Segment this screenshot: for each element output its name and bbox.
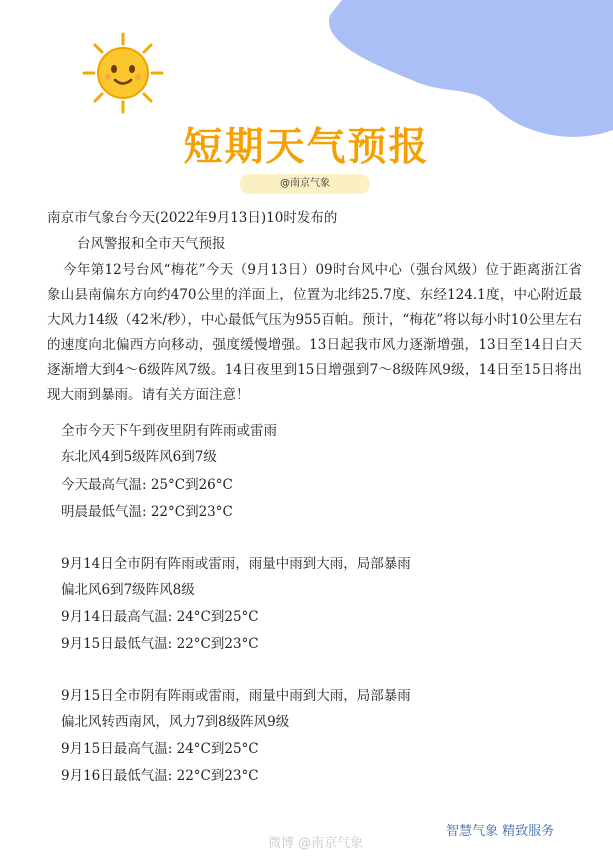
intro-line-1: 南京市气象台今天(2022年9月13日)10时发布的	[47, 210, 338, 226]
page-title: 短期天气预报	[183, 124, 430, 170]
today-weather: 全市今天下午到夜里阴有阵雨或雷雨	[61, 423, 277, 439]
source-badge[interactable]: @南京气象	[240, 174, 370, 194]
day15-weather: 9月15日全市阴有阵雨或雷雨，雨量中雨到大雨，局部暴雨	[61, 688, 411, 704]
day14-wind: 偏北风6到7级阵风8级	[61, 582, 195, 598]
day16-min-temp: 9月16日最低气温: 22°C到23°C	[61, 768, 259, 784]
day15-min-temp: 9月15日最低气温: 22°C到23°C	[61, 636, 259, 652]
intro-line-2: 台风警报和全市天气预报	[77, 236, 226, 252]
today-wind: 东北风4到5级阵风6到7级	[61, 449, 217, 465]
day14-max-temp: 9月14日最高气温: 24°C到25°C	[61, 609, 259, 625]
day15-max-temp: 9月15日最高气温: 24°C到25°C	[61, 741, 259, 757]
footer-slogan: 智慧气象 精致服务	[446, 824, 555, 839]
today-max-temp: 今天最高气温: 25°C到26°C	[61, 477, 233, 493]
day14-weather: 9月14日全市阴有阵雨或雷雨，雨量中雨到大雨，局部暴雨	[61, 556, 411, 572]
day15-wind: 偏北风转西南风，风力7到8级阵风9级	[61, 714, 290, 730]
weibo-watermark: 微博 @南京气象	[268, 836, 364, 851]
typhoon-paragraph: 今年第12号台风“梅花”今天（9月13日）09时台风中心（强台风级）位于距离浙江省象山县南偏东方向约470公里的洋面上，位置为北纬25.7度、东经124.1度，中心附近最大风力14级（42米/秒），中心最低气压为955百帕。预计，“梅花”将以每小时10公里左右的速度向北偏西方向移动，强度缓慢增强。13日起我市风力逐渐增强，13日至14日白天逐渐增大到4～6级阵风7级。14日夜里到15日增强到7～8级阵风9级，14日至15日将出现大雨到暴雨。请有关方面注意！	[47, 262, 582, 403]
tomorrow-min-temp: 明晨最低气温: 22°C到23°C	[61, 504, 233, 520]
